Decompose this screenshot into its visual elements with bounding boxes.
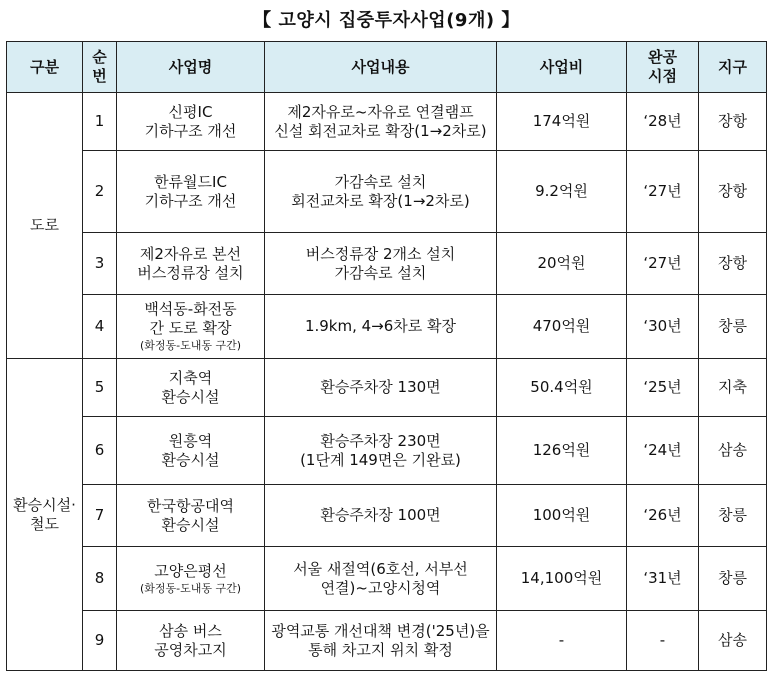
project-name-line: 고양은평선 [154, 561, 227, 580]
project-name-line: 신평IC [168, 102, 213, 121]
district: 삼송 [699, 611, 767, 671]
row-number: 1 [83, 93, 117, 151]
investment-table [6, 41, 767, 671]
district: 장항 [699, 93, 767, 151]
project-content-line: 가감속로 설치 [334, 263, 427, 282]
project-name [117, 359, 265, 417]
district: 창릉 [699, 295, 767, 359]
project-content [265, 233, 497, 295]
project-name-line: 버스정류장 설치 [137, 263, 244, 282]
project-cost: 470억원 [497, 295, 627, 359]
completion-year: ‘28년 [627, 93, 699, 151]
project-content [265, 93, 497, 151]
row-number: 9 [83, 611, 117, 671]
row-number: 7 [83, 485, 117, 547]
header-project-content: 사업내용 [265, 42, 497, 93]
project-content-line: 가감속로 설치 [334, 172, 427, 191]
completion-year: ‘24년 [627, 417, 699, 485]
project-name-note: (화정동-도내동 구간) [139, 339, 242, 352]
project-content [265, 295, 497, 359]
project-content [265, 485, 497, 547]
district: 장항 [699, 233, 767, 295]
row-number: 5 [83, 359, 117, 417]
project-content-line: 회전교차로 확장(1→2차로) [291, 191, 470, 210]
table-row [7, 485, 767, 547]
district: 장항 [699, 151, 767, 233]
project-cost: 20억원 [497, 233, 627, 295]
project-content-line: 광역교통 개선대책 변경('25년)을 [271, 621, 490, 640]
project-name [117, 547, 265, 611]
project-name [117, 295, 265, 359]
project-cost: 14,100억원 [497, 547, 627, 611]
header-number: 순 번 [83, 42, 117, 93]
project-content-line: 버스정류장 2개소 설치 [305, 244, 456, 263]
project-name-line: 삼송 버스 [159, 621, 222, 640]
table-row [7, 151, 767, 233]
project-content [265, 611, 497, 671]
project-name-line: 공영차고지 [154, 640, 227, 659]
project-content-line: (1단계 149면은 기완료) [300, 450, 461, 469]
header-cost: 사업비 [497, 42, 627, 93]
project-name-line: 한류월드IC [154, 172, 227, 191]
district: 창릉 [699, 547, 767, 611]
row-number: 4 [83, 295, 117, 359]
project-name-line: 환승시설 [161, 450, 220, 469]
project-cost: 126억원 [497, 417, 627, 485]
table-row [7, 93, 767, 151]
project-name [117, 485, 265, 547]
project-name-line: 지축역 [168, 368, 213, 387]
table-header-row [7, 42, 767, 93]
header-category: 구분 [7, 42, 83, 93]
table-row [7, 359, 767, 417]
header-district: 지구 [699, 42, 767, 93]
table-row [7, 295, 767, 359]
completion-year: ‘26년 [627, 485, 699, 547]
district: 창릉 [699, 485, 767, 547]
table-row [7, 611, 767, 671]
row-number: 2 [83, 151, 117, 233]
project-content [265, 359, 497, 417]
completion-year: ‘31년 [627, 547, 699, 611]
completion-year: ‘27년 [627, 151, 699, 233]
completion-year: ‘25년 [627, 359, 699, 417]
project-name [117, 611, 265, 671]
project-content-line: 통해 차고지 위치 확정 [308, 640, 453, 659]
group-transit: 환승시설·철도 [7, 359, 83, 671]
project-name-line: 백석동-화전동 [144, 300, 237, 318]
project-name-line: 환승시설 [161, 515, 220, 534]
project-name-line: 간 도로 확장 [149, 319, 232, 337]
project-content-line: 서울 새절역(6호선, 서부선 [293, 559, 468, 578]
project-content-line: 제2자유로~자유로 연결램프 [287, 102, 474, 121]
project-name [117, 417, 265, 485]
project-name [117, 233, 265, 295]
table-row [7, 233, 767, 295]
project-content-line: 환승주차장 230면 [320, 431, 441, 450]
page-title: 【 고양시 집중투자사업(9개) 】 [253, 10, 520, 31]
project-content-line: 환승주차장 100면 [320, 506, 441, 524]
project-name-line: 한국항공대역 [147, 496, 234, 515]
project-cost: - [497, 611, 627, 671]
completion-year: ‘27년 [627, 233, 699, 295]
project-name-note: (화정동-도내동 구간) [139, 581, 242, 595]
project-content [265, 417, 497, 485]
group-road: 도로 [7, 93, 83, 359]
district: 삼송 [699, 417, 767, 485]
project-name-line: 기하구조 개선 [144, 191, 237, 210]
project-content-line: 1.9km, 4→6차로 확장 [304, 317, 457, 335]
district: 지축 [699, 359, 767, 417]
header-project-name: 사업명 [117, 42, 265, 93]
project-cost: 50.4억원 [497, 359, 627, 417]
project-content [265, 151, 497, 233]
project-name [117, 93, 265, 151]
project-content-line: 연결)~고양시청역 [320, 578, 441, 597]
header-completion: 완공 시점 [627, 42, 699, 93]
project-name [117, 151, 265, 233]
project-name-line: 원흥역 [168, 431, 213, 450]
project-name-line: 제2자유로 본선 [139, 244, 242, 263]
project-name-line: 기하구조 개선 [144, 121, 237, 140]
table-row [7, 417, 767, 485]
completion-year: ‘30년 [627, 295, 699, 359]
row-number: 3 [83, 233, 117, 295]
project-cost: 9.2억원 [497, 151, 627, 233]
table-row [7, 547, 767, 611]
row-number: 6 [83, 417, 117, 485]
completion-year: - [627, 611, 699, 671]
row-number: 8 [83, 547, 117, 611]
project-cost: 174억원 [497, 93, 627, 151]
project-name-line: 환승시설 [161, 387, 220, 406]
project-cost: 100억원 [497, 485, 627, 547]
project-content-line: 신설 회전교차로 확장(1→2차로) [274, 121, 487, 140]
project-content-line: 환승주차장 130면 [320, 378, 441, 396]
project-content [265, 547, 497, 611]
